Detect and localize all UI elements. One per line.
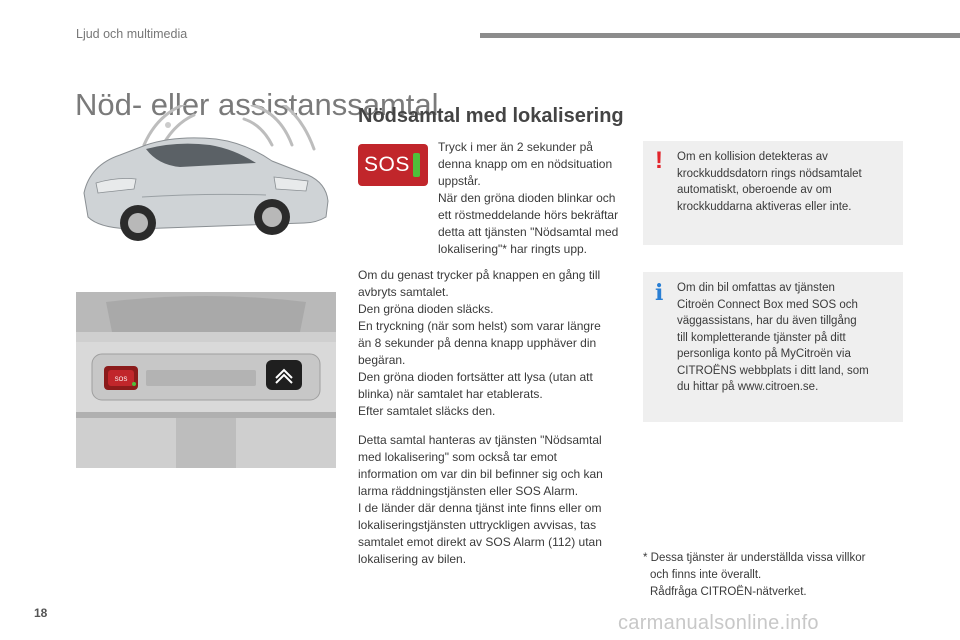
- text-line: begäran.: [358, 353, 406, 367]
- text-line: du hittar på www.citroen.se.: [677, 381, 819, 393]
- console-sos-button: [104, 366, 138, 390]
- car-illustration: [76, 105, 336, 255]
- text-line: Efter samtalet släcks den.: [358, 404, 496, 418]
- text-line: Den gröna dioden fortsätter att lysa (utan att: [358, 370, 593, 384]
- section-label: Ljud och multimedia: [76, 27, 188, 41]
- warning-note-text: [677, 149, 889, 215]
- text-line: ett röstmeddelande hörs bekräftar: [438, 208, 619, 222]
- text-line: larma räddningstjänsten eller SOS Alarm.: [358, 484, 579, 498]
- page-title: Nöd- eller assistanssamtal: [75, 86, 439, 122]
- section-heading: Nödsamtal med lokalisering: [358, 105, 624, 127]
- text-line: väggassistans, har du även tillgång: [677, 315, 857, 327]
- text-line: detta att tjänsten "Nödsamtal med: [438, 225, 619, 239]
- sos-button-label: SOS: [364, 153, 410, 176]
- text-line: än 8 sekunder på denna knapp upphäver din: [358, 336, 597, 350]
- text-line: CITROËNS webbplats i ditt land, som: [677, 364, 869, 377]
- text-line: lokaliseringstjänsten uttryckligen avvisas, tas: [358, 518, 597, 532]
- warning-note: [643, 141, 903, 245]
- green-led-icon: [413, 153, 420, 177]
- text-line: blinka) när samtalet har etablerats.: [358, 387, 543, 401]
- body-paragraph-3: [358, 432, 620, 568]
- text-line: När den gröna dioden blinkar och: [438, 191, 616, 205]
- text-line: Om du genast trycker på knappen en gång till: [358, 268, 601, 282]
- page-number: 18: [34, 606, 48, 620]
- text-line: med lokalisering" som också tar emot: [358, 450, 558, 464]
- antenna-dot: [165, 122, 171, 128]
- text-line: samtalet emot direkt av SOS Alarm (112) utan: [358, 535, 602, 549]
- text-line: personliga konto på MyCitroën via: [677, 348, 851, 360]
- svg-text:SOS: SOS: [114, 377, 128, 383]
- text-line: lokalisering av bilen.: [358, 552, 467, 566]
- text-line: avbryts samtalet.: [358, 285, 449, 299]
- footnote: [643, 550, 913, 601]
- text-line: lokalisering"* har ringts upp.: [438, 242, 588, 256]
- intro-text: [438, 139, 628, 258]
- text-line: * Dessa tjänster är underställda vissa villkor: [643, 552, 866, 564]
- text-line: krockkuddarna aktiveras eller inte.: [677, 200, 852, 213]
- text-line: Om din bil omfattas av tjänsten: [677, 282, 835, 294]
- info-note: [643, 272, 903, 422]
- text-line: En tryckning (när som helst) som varar längre: [358, 319, 601, 333]
- text-line: Om en kollision detekteras av: [677, 151, 828, 163]
- text-line: till kompletterande tjänster på ditt: [677, 331, 846, 344]
- exclamation-icon: !: [655, 147, 663, 174]
- text-line: Citroën Connect Box med SOS och: [677, 298, 858, 311]
- watermark: carmanualsonline.info: [618, 612, 819, 634]
- body-paragraph-2: [358, 369, 618, 420]
- text-line: information om var din bil befinner sig och kan: [358, 467, 603, 481]
- text-line: automatiskt, oberoende av om: [677, 184, 832, 196]
- text-line: Detta samtal hanteras av tjänsten "Nödsamtal: [358, 433, 602, 447]
- car-body: [84, 138, 328, 241]
- text-line: uppstår.: [438, 174, 481, 188]
- body-paragraph-1: [358, 267, 618, 369]
- text-line: I de länder där denna tjänst inte finns eller om: [358, 501, 602, 515]
- ceiling-console-photo: [76, 292, 336, 468]
- text-line: Rådfråga CITROËN-nätverket.: [650, 586, 807, 598]
- text-line: Den gröna dioden släcks.: [358, 302, 494, 316]
- text-line: Tryck i mer än 2 sekunder på: [438, 140, 593, 154]
- info-icon: i: [655, 280, 664, 306]
- header-bar: [480, 33, 960, 38]
- text-line: denna knapp om en nödsituation: [438, 157, 613, 171]
- sos-button: [358, 144, 428, 186]
- info-note-text: [677, 280, 889, 396]
- console-assistance-button: [266, 360, 302, 390]
- text-line: och finns inte överallt.: [650, 569, 762, 581]
- text-line: krockkuddsdatorn rings nödsamtalet: [677, 167, 862, 180]
